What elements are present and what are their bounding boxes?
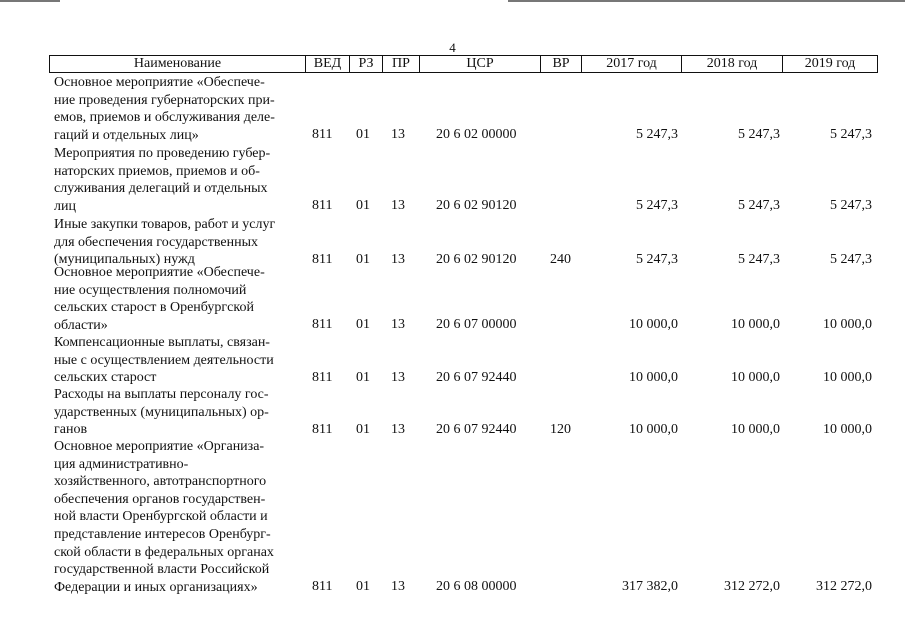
row-2019: 10 000,0: [823, 370, 872, 386]
row-ved: 811: [312, 579, 333, 595]
row-2019: 10 000,0: [823, 422, 872, 438]
row-csr: 20 6 02 00000: [436, 127, 517, 143]
header-name: Наименование: [50, 56, 306, 72]
row-2019: 5 247,3: [830, 252, 872, 268]
table-header: [49, 55, 878, 73]
row-2018: 10 000,0: [731, 370, 780, 386]
row-pr: 13: [391, 422, 405, 438]
row-name: Мероприятия по проведению губер- наторских приемов, приемов и об- служивания делегаций и отдельных лиц: [54, 146, 271, 214]
header-2017: 2017 год: [582, 56, 682, 72]
header-2019: 2019 год: [804, 56, 856, 71]
table-row: [0, 334, 905, 387]
row-2019: 10 000,0: [823, 317, 872, 333]
row-2019: 5 247,3: [830, 127, 872, 143]
row-2018: 10 000,0: [731, 422, 780, 438]
row-vr: 120: [550, 422, 571, 438]
row-ved: 811: [312, 370, 333, 386]
table-row: [0, 386, 905, 439]
scan-edge-mark-right: [508, 0, 905, 2]
table-row: [0, 216, 905, 269]
row-csr: 20 6 08 00000: [436, 579, 517, 595]
row-2017: 5 247,3: [636, 252, 678, 268]
row-name: Расходы на выплаты персоналу гос- ударственных (муниципальных) ор- ганов: [54, 387, 269, 438]
row-pr: 13: [391, 579, 405, 595]
row-ved: 811: [312, 422, 333, 438]
row-rz: 01: [356, 422, 370, 438]
row-rz: 01: [356, 252, 370, 268]
row-rz: 01: [356, 198, 370, 214]
row-2017: 5 247,3: [636, 127, 678, 143]
header-ved: ВЕД: [306, 56, 350, 72]
row-name: Основное мероприятие «Обеспече- ние осуществления полномочий сельских старост в Оренбургской области»: [54, 265, 265, 333]
row-pr: 13: [391, 370, 405, 386]
row-ved: 811: [312, 252, 333, 268]
row-2019: 312 272,0: [816, 579, 872, 595]
row-2017: 10 000,0: [629, 370, 678, 386]
header-pr: ПР: [383, 56, 420, 72]
row-csr: 20 6 07 92440: [436, 422, 517, 438]
row-2017: 5 247,3: [636, 198, 678, 214]
row-rz: 01: [356, 370, 370, 386]
header-csr: ЦСР: [420, 56, 541, 72]
row-pr: 13: [391, 127, 405, 143]
row-2018: 5 247,3: [738, 198, 780, 214]
row-pr: 13: [391, 252, 405, 268]
row-name: Основное мероприятие «Организа- ция административно- хозяйственного, автотранспортного обеспечения органов государствен- ной власти Оренбургской области и представление интересов Оренбург- ской области в федеральных органах государственной власти Российской Федерации и иных организациях»: [54, 439, 274, 595]
row-pr: 13: [391, 198, 405, 214]
row-2017: 317 382,0: [622, 579, 678, 595]
row-csr: 20 6 07 00000: [436, 317, 517, 333]
row-csr: 20 6 02 90120: [436, 198, 517, 214]
row-rz: 01: [356, 317, 370, 333]
row-ved: 811: [312, 127, 333, 143]
row-2017: 10 000,0: [629, 317, 678, 333]
row-vr: 240: [550, 252, 571, 268]
scan-edge-mark-left: [0, 0, 60, 2]
row-csr: 20 6 02 90120: [436, 252, 517, 268]
row-2018: 10 000,0: [731, 317, 780, 333]
header-rz: РЗ: [350, 56, 383, 72]
table-row: [0, 264, 905, 334]
page-number: 4: [449, 40, 456, 55]
row-2017: 10 000,0: [629, 422, 678, 438]
row-csr: 20 6 07 92440: [436, 370, 517, 386]
row-rz: 01: [356, 127, 370, 143]
table-row: [0, 438, 905, 596]
row-2019: 5 247,3: [830, 198, 872, 214]
row-pr: 13: [391, 317, 405, 333]
row-ved: 811: [312, 198, 333, 214]
row-name: Компенсационные выплаты, связан- ные с осуществлением деятельности сельских старост: [54, 335, 274, 386]
row-ved: 811: [312, 317, 333, 333]
row-rz: 01: [356, 579, 370, 595]
header-vr: ВР: [541, 56, 582, 72]
table-row: [0, 74, 905, 144]
row-2018: 312 272,0: [724, 579, 780, 595]
row-name: Иные закупки товаров, работ и услуг для обеспечения государственных (муниципальных) нужд: [54, 217, 276, 268]
row-name: Основное мероприятие «Обеспече- ние проведения губернаторских при- емов, приемов и обслуживания деле- гаций и отдельных лиц»: [54, 75, 275, 143]
header-2018: 2018 год: [682, 56, 783, 72]
table-row: [0, 145, 905, 215]
row-2018: 5 247,3: [738, 252, 780, 268]
row-2018: 5 247,3: [738, 127, 780, 143]
